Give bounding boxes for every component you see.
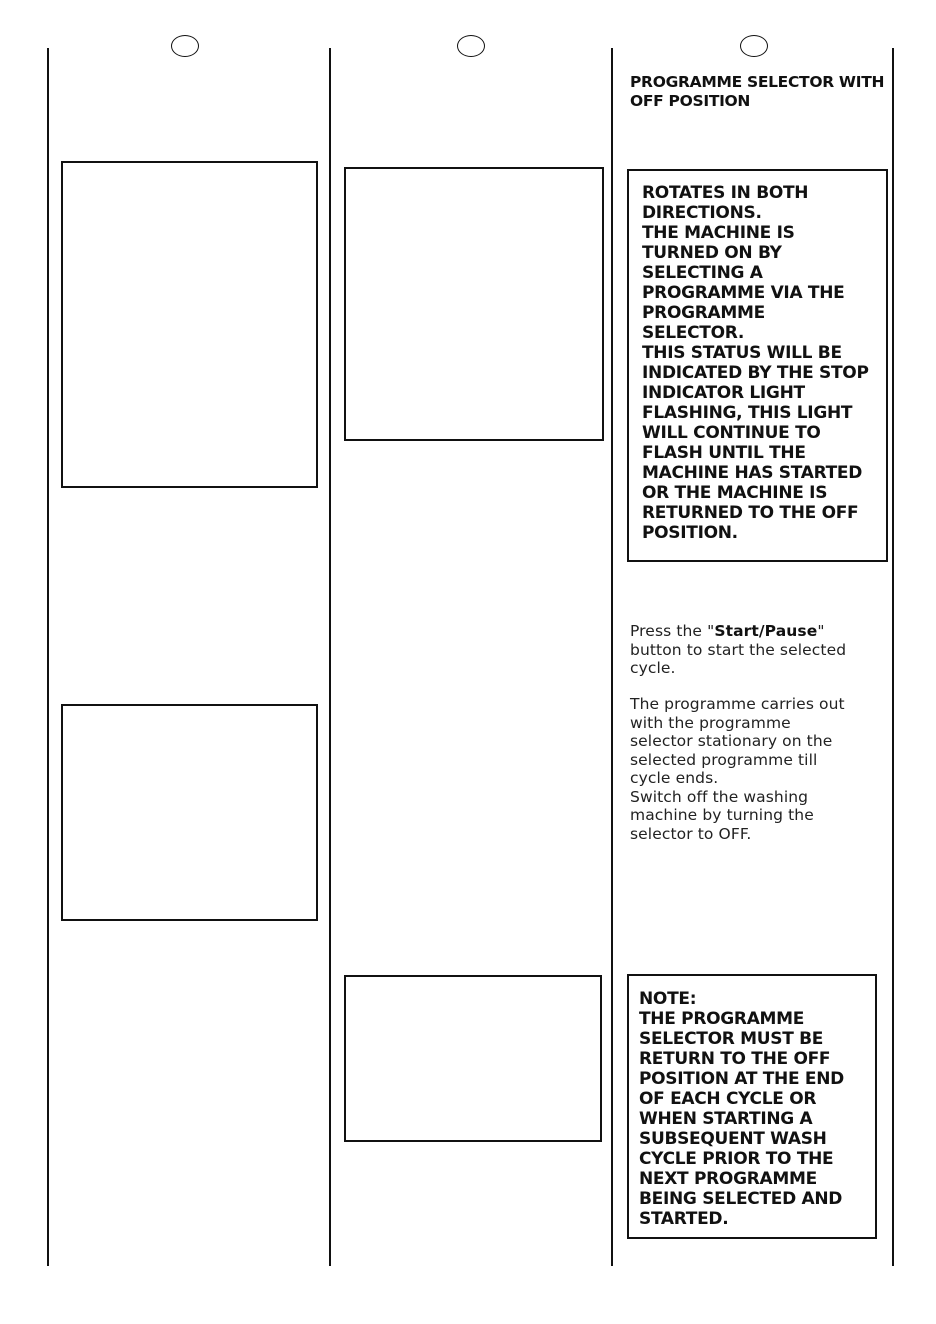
info-line: FLASH UNTIL THE bbox=[642, 443, 806, 463]
start-pause-instruction bbox=[630, 622, 880, 678]
programme-line: cycle ends. bbox=[630, 769, 719, 787]
press-line-2: button to start the selected bbox=[630, 640, 847, 659]
info-line: SELECTING A bbox=[642, 263, 763, 283]
note-line: NEXT PROGRAMME bbox=[639, 1169, 817, 1189]
programme-line: selected programme till bbox=[630, 750, 818, 769]
info-line: FLASHING, THIS LIGHT bbox=[642, 403, 853, 423]
note-line: NOTE: bbox=[639, 989, 697, 1009]
column-divider-3 bbox=[611, 48, 613, 1266]
empty-box-col1-top bbox=[61, 161, 318, 488]
press-line-3: cycle. bbox=[630, 659, 676, 677]
programme-line: with the programme bbox=[630, 713, 791, 732]
info-line: POSITION. bbox=[642, 523, 738, 543]
info-line: OR THE MACHINE IS bbox=[642, 483, 828, 503]
info-line: MACHINE HAS STARTED bbox=[642, 463, 863, 483]
info-line: TURNED ON BY bbox=[642, 243, 782, 263]
language-marker-col1 bbox=[171, 35, 199, 57]
info-line: PROGRAMME bbox=[642, 303, 765, 323]
info-line: RETURNED TO THE OFF bbox=[642, 503, 859, 523]
programme-line: Switch off the washing bbox=[630, 787, 809, 806]
info-line: THE MACHINE IS bbox=[642, 223, 795, 243]
programme-line: selector stationary on the bbox=[630, 732, 833, 750]
info-line: INDICATED BY THE STOP bbox=[642, 363, 869, 383]
note-line: POSITION AT THE END bbox=[639, 1069, 844, 1089]
heading-line-1: PROGRAMME SELECTOR WITH bbox=[630, 73, 885, 91]
empty-box-col1-bottom bbox=[61, 704, 318, 921]
note-line: CYCLE PRIOR TO THE bbox=[639, 1149, 834, 1169]
info-line: DIRECTIONS. bbox=[642, 203, 762, 223]
empty-box-col2-top bbox=[344, 167, 604, 441]
info-line: ROTATES IN BOTH bbox=[642, 183, 809, 203]
heading-line-2: OFF POSITION bbox=[630, 92, 751, 110]
press-suffix: " bbox=[817, 622, 825, 640]
selector-info-box bbox=[627, 169, 888, 562]
column-divider-2 bbox=[329, 48, 331, 1266]
info-line: PROGRAMME VIA THE bbox=[642, 283, 845, 303]
note-text bbox=[639, 989, 875, 1229]
note-line: STARTED. bbox=[639, 1209, 729, 1229]
start-pause-label: Start/Pause bbox=[714, 622, 818, 640]
column-divider-4 bbox=[892, 48, 894, 1266]
note-box bbox=[627, 974, 877, 1239]
note-line: OF EACH CYCLE OR bbox=[639, 1089, 817, 1109]
language-marker-col3 bbox=[740, 35, 768, 57]
note-line: THE PROGRAMME bbox=[639, 1009, 805, 1029]
section-heading bbox=[630, 73, 890, 111]
info-line: SELECTOR. bbox=[642, 323, 744, 343]
selector-info-text bbox=[642, 183, 886, 543]
note-line: WHEN STARTING A bbox=[639, 1109, 813, 1129]
note-line: SELECTOR MUST BE bbox=[639, 1029, 824, 1049]
column-divider-1 bbox=[47, 48, 49, 1266]
info-line: THIS STATUS WILL BE bbox=[642, 343, 842, 363]
info-line: INDICATOR LIGHT bbox=[642, 383, 805, 403]
info-line: WILL CONTINUE TO bbox=[642, 423, 821, 443]
note-line: SUBSEQUENT WASH bbox=[639, 1129, 827, 1149]
press-prefix: Press the " bbox=[630, 622, 715, 640]
note-line: BEING SELECTED AND bbox=[639, 1189, 843, 1209]
programme-line: selector to OFF. bbox=[630, 824, 752, 843]
language-marker-col2 bbox=[457, 35, 485, 57]
note-line: RETURN TO THE OFF bbox=[639, 1049, 831, 1069]
programme-paragraph bbox=[630, 695, 880, 843]
empty-box-col2-bottom bbox=[344, 975, 602, 1142]
programme-line: The programme carries out bbox=[630, 695, 845, 713]
programme-line: machine by turning the bbox=[630, 806, 814, 824]
